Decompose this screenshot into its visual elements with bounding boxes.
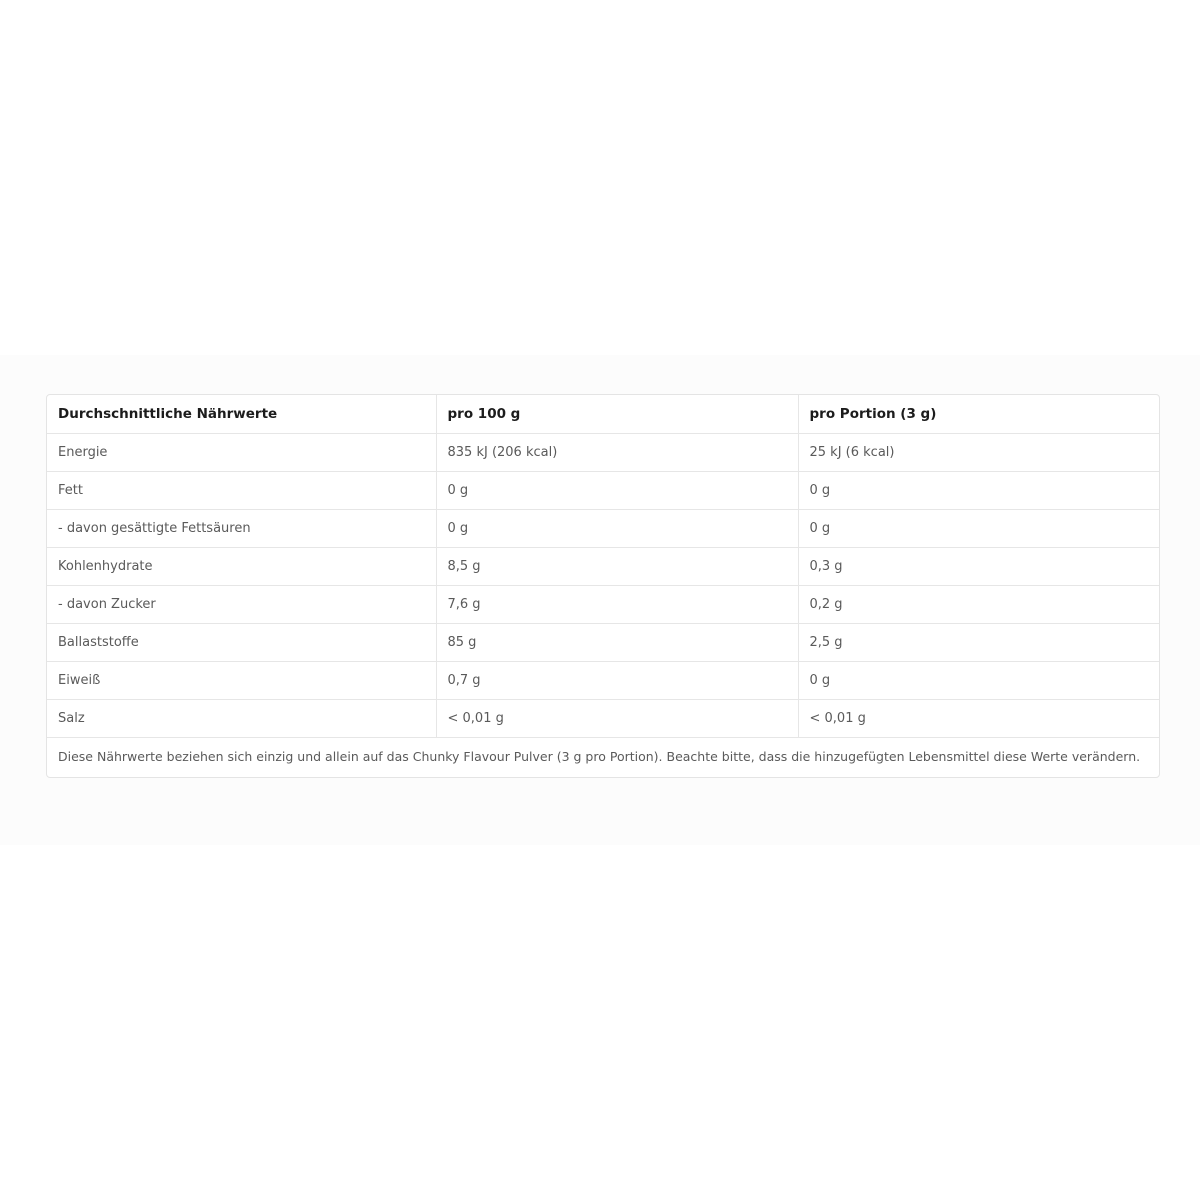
nutrient-name: Fett [47, 472, 436, 510]
value-per-100g: 85 g [436, 624, 798, 662]
table-row [47, 700, 1159, 738]
nutrient-name: Ballaststoffe [47, 624, 436, 662]
table-header-row [47, 395, 1159, 434]
nutrient-name: Energie [47, 434, 436, 472]
header-per-100g: pro 100 g [436, 395, 798, 434]
value-per-portion: 0 g [798, 662, 1159, 700]
value-per-portion: 0,3 g [798, 548, 1159, 586]
nutrient-name: Salz [47, 700, 436, 738]
value-per-portion: 0,2 g [798, 586, 1159, 624]
table-row [47, 472, 1159, 510]
value-per-portion: 25 kJ (6 kcal) [798, 434, 1159, 472]
value-per-portion: < 0,01 g [798, 700, 1159, 738]
value-per-portion: 0 g [798, 510, 1159, 548]
nutrition-footnote: Diese Nährwerte beziehen sich einzig und allein auf das Chunky Flavour Pulver (3 g pro Portion). Beachte bitte, dass die hinzugefügten Lebensmittel diese Werte verändern. [58, 749, 1141, 764]
value-per-100g: 835 kJ (206 kcal) [436, 434, 798, 472]
table-row [47, 662, 1159, 700]
header-per-portion: pro Portion (3 g) [798, 395, 1159, 434]
value-per-100g: 0 g [436, 510, 798, 548]
value-per-100g: 7,6 g [436, 586, 798, 624]
table-row [47, 434, 1159, 472]
value-per-portion: 2,5 g [798, 624, 1159, 662]
value-per-100g: 0,7 g [436, 662, 798, 700]
table-row [47, 624, 1159, 662]
nutrient-name: - davon gesättigte Fettsäuren [47, 510, 436, 548]
table-row [47, 548, 1159, 586]
nutrition-table [47, 395, 1159, 738]
value-per-100g: 8,5 g [436, 548, 798, 586]
nutrient-name: - davon Zucker [47, 586, 436, 624]
table-row [47, 586, 1159, 624]
value-per-100g: < 0,01 g [436, 700, 798, 738]
value-per-portion: 0 g [798, 472, 1159, 510]
value-per-100g: 0 g [436, 472, 798, 510]
nutrient-name: Kohlenhydrate [47, 548, 436, 586]
header-nutrient: Durchschnittliche Nährwerte [47, 395, 436, 434]
nutrition-table-panel [46, 394, 1160, 778]
table-row [47, 510, 1159, 548]
nutrient-name: Eiweiß [47, 662, 436, 700]
